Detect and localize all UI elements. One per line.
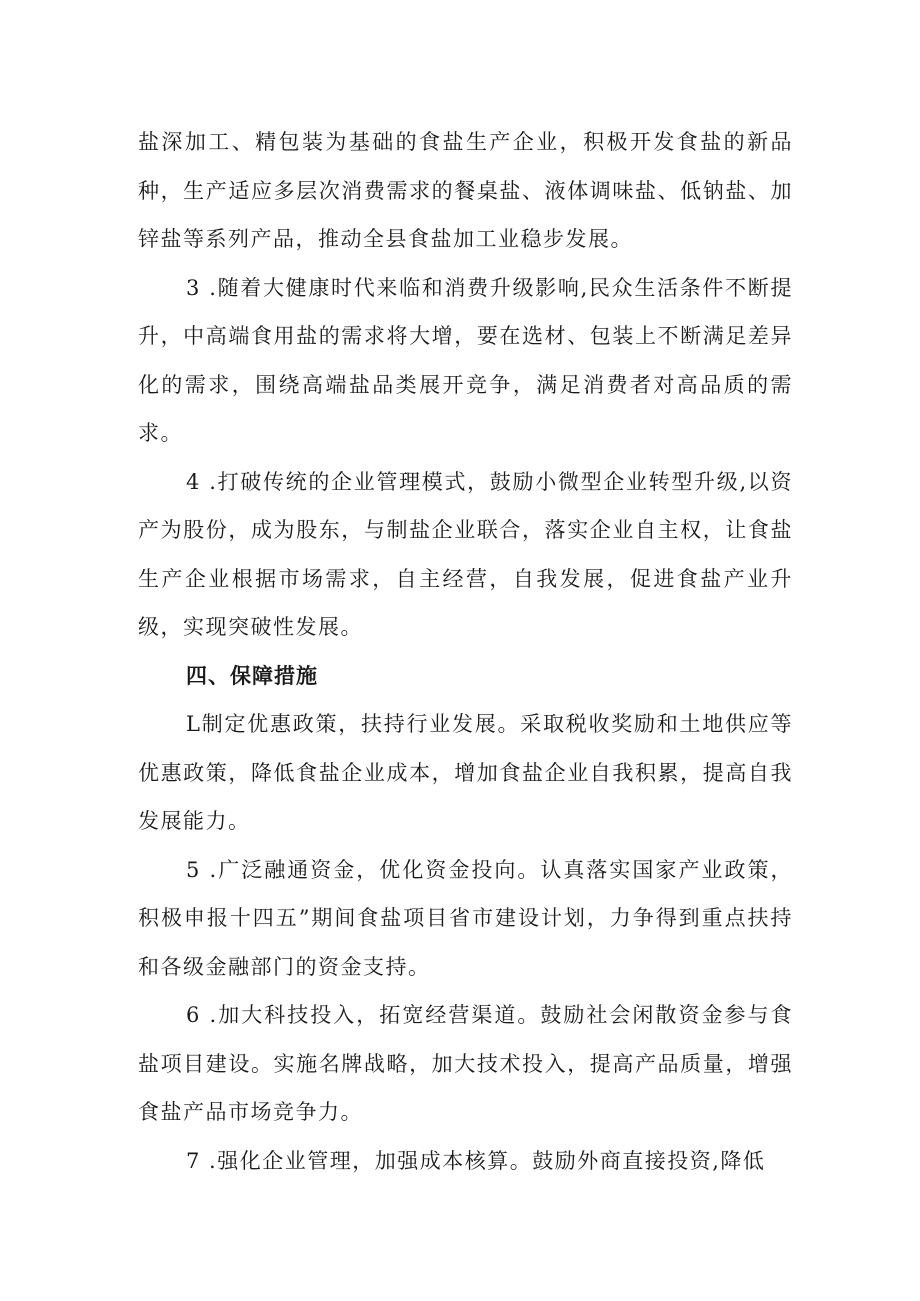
document-body: [138, 118, 793, 1185]
paragraph-item-3: 3 .随着大健康时代来临和消费升级影响,民众生活条件不断提升，中高端食用盐的需求将大增，要在选材、包装上不断满足差异化的需求，围绕高端盐品类展开竞争，满足消费者对高品质的需求。: [138, 275, 793, 445]
measure-item-7: 7 .强化企业管理，加强成本核算。鼓励外商直接投资,降低: [186, 1148, 766, 1173]
section-heading: 四、保障措施: [186, 663, 318, 688]
paragraph-item-4: 4 .打破传统的企业管理模式，鼓励小微型企业转型升级,以资产为股份，成为股东，与制盐企业联合，落实企业自主权，让食盐生产企业根据市场需求，自主经营，自我发展，促进食盐产业升级，实现突破性发展。: [138, 469, 793, 639]
measure-item-5: 5 .广泛融通资金，优化资金投向。认真落实国家产业政策，积极申报十四五”期间食盐项目省市建设计划，力争得到重点扶持和各级金融部门的资金支持。: [138, 857, 793, 979]
measure-item-l: L制定优惠政策，扶持行业发展。采取税收奖励和土地供应等优惠政策，降低食盐企业成本，增加食盐企业自我积累，提高自我发展能力。: [138, 712, 793, 833]
measure-item-6: 6 .加大科技投入，拓宽经营渠道。鼓励社会闲散资金参与食盐项目建设。实施名牌战略，加大技术投入，提高产品质量，增强食盐产品市场竞争力。: [138, 1003, 793, 1124]
paragraph-continuation: 盐深加工、精包装为基础的食盐生产企业，积极开发食盐的新品种，生产适应多层次消费需求的餐桌盐、液体调味盐、低钠盐、加锌盐等系列产品，推动全县食盐加工业稳步发展。: [138, 130, 793, 251]
